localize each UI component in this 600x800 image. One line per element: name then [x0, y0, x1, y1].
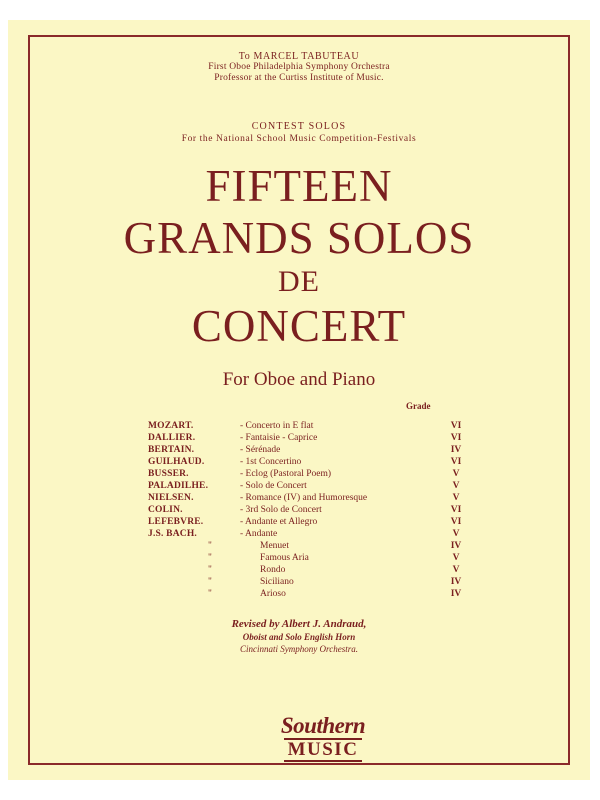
solo-grade: V — [452, 529, 460, 539]
solo-composer: NIELSEN. — [148, 493, 194, 503]
solo-work: - Solo de Concert — [240, 481, 307, 491]
solo-work: Arioso — [260, 589, 286, 599]
title-line-3: DE — [278, 265, 320, 298]
grade-column-heading: Grade — [406, 401, 431, 411]
solo-work: - 3rd Solo de Concert — [240, 505, 322, 515]
solo-grade: V — [452, 481, 460, 491]
list-item — [148, 432, 478, 444]
solo-work: Siciliano — [260, 577, 294, 587]
publisher-logo — [275, 715, 371, 762]
dedication-line-1: First Oboe Philadelphia Symphony Orchestra — [208, 62, 390, 72]
solo-composer: LEFEBVRE. — [148, 517, 204, 527]
ditto-mark: " — [208, 565, 212, 575]
solo-composer: J.S. BACH. — [148, 529, 197, 539]
publisher-logo-line-2: MUSIC — [284, 738, 363, 762]
list-item — [148, 564, 478, 576]
solo-grade: IV — [450, 445, 462, 455]
solo-work: Famous Aria — [260, 553, 309, 563]
dedication-line-2: Professor at the Curtiss Institute of Music. — [214, 73, 384, 83]
dedication — [30, 51, 568, 84]
page-title — [30, 160, 568, 352]
solo-list — [148, 420, 478, 600]
solo-grade: V — [452, 469, 460, 479]
solo-grade: VI — [450, 505, 462, 515]
list-item — [148, 540, 478, 552]
solo-work: Rondo — [260, 565, 286, 575]
title-line-4: CONCERT — [191, 301, 407, 351]
contest-heading: CONTEST SOLOS — [251, 121, 347, 132]
solo-grade: V — [452, 493, 460, 503]
solo-composer: GUILHAUD. — [148, 457, 205, 467]
revision-credit — [30, 617, 568, 655]
solo-work: Menuet — [260, 541, 290, 551]
list-item — [148, 456, 478, 468]
solo-work: - Eclog (Pastoral Poem) — [240, 469, 332, 479]
solo-work: - Andante — [240, 529, 278, 539]
list-item — [148, 444, 478, 456]
solo-grade: V — [452, 553, 460, 563]
list-item — [148, 588, 478, 600]
reviser-role: Oboist and Solo English Horn — [242, 632, 356, 642]
solo-grade: IV — [450, 577, 462, 587]
list-item — [148, 504, 478, 516]
ditto-mark: " — [208, 577, 212, 587]
list-item — [148, 516, 478, 528]
dedication-to: To MARCEL TABUTEAU — [238, 51, 360, 62]
solo-work: - Romance (IV) and Humoresque — [240, 493, 368, 503]
solo-composer: BUSSER. — [148, 469, 189, 479]
solo-work: - Concerto in E flat — [240, 421, 314, 431]
solo-composer: PALADILHE. — [148, 481, 209, 491]
solo-work: - Andante et Allegro — [240, 517, 318, 527]
solo-grade: IV — [450, 589, 462, 599]
solo-grade: V — [452, 565, 460, 575]
solo-work: - 1st Concertino — [240, 457, 302, 467]
solo-grade: VI — [450, 421, 462, 431]
solo-composer: MOZART. — [148, 421, 194, 431]
list-item — [148, 528, 478, 540]
contest-subheading: For the National School Music Competition-Festivals — [181, 134, 417, 144]
solo-grade: VI — [450, 433, 462, 443]
list-item — [148, 420, 478, 432]
ditto-mark: " — [208, 553, 212, 563]
list-item — [148, 552, 478, 564]
solo-grade: VI — [450, 517, 462, 527]
list-item — [148, 480, 478, 492]
solo-composer: DALLIER. — [148, 433, 196, 443]
title-line-1: FIFTEEN — [205, 161, 393, 211]
revised-by: Revised by Albert J. Andraud, — [231, 618, 367, 630]
cover-frame — [28, 35, 570, 765]
solo-composer: BERTAIN. — [148, 445, 195, 455]
reviser-orchestra: Cincinnati Symphony Orchestra. — [240, 644, 358, 654]
sheet-music-cover — [8, 20, 590, 780]
ditto-mark: " — [208, 541, 212, 551]
solo-work: - Fantaisie - Caprice — [240, 433, 318, 443]
list-item — [148, 468, 478, 480]
list-item — [148, 492, 478, 504]
title-line-2: GRANDS SOLOS — [123, 213, 475, 263]
contest-info — [30, 120, 568, 145]
solo-grade: VI — [450, 457, 462, 467]
publisher-logo-line-1: Southern — [280, 713, 366, 738]
solo-grade: IV — [450, 541, 462, 551]
subtitle: For Oboe and Piano — [222, 369, 376, 390]
ditto-mark: " — [208, 589, 212, 599]
solo-composer: COLIN. — [148, 505, 183, 515]
list-item — [148, 576, 478, 588]
solo-work: - Sérénade — [240, 445, 281, 455]
